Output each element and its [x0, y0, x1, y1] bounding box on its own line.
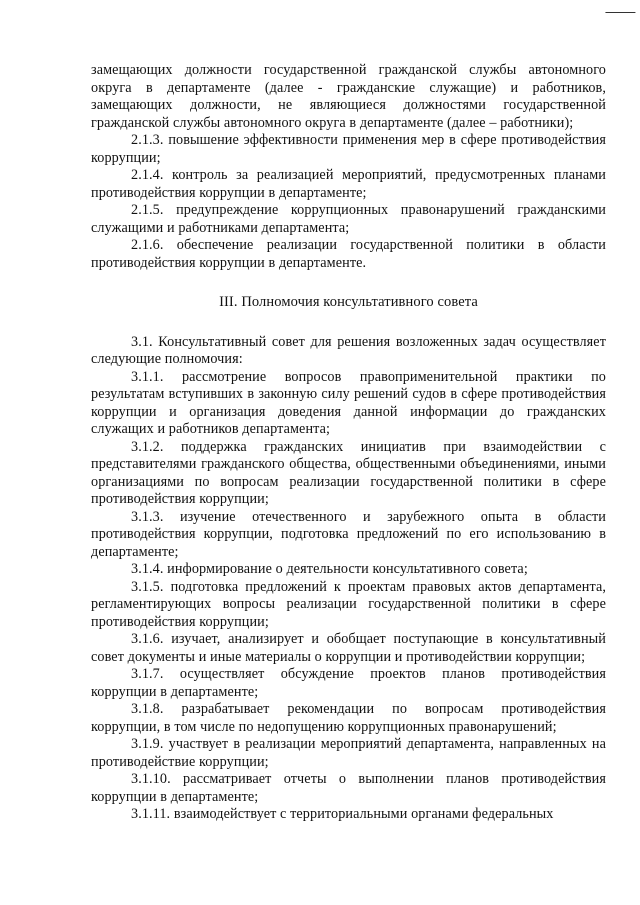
paragraph-3-1-1: 3.1.1. рассмотрение вопросов правоприменительной практики по результатам вступивших в законную силу решений судов в сфере противодействия коррупции и организация доведения данной информации до гражданских служащих и работников департамента; [91, 368, 606, 437]
paragraph-3-1-6: 3.1.6. изучает, анализирует и обобщает поступающие в консультативный совет документы и иные материалы о коррупции и противодействии коррупции; [91, 631, 606, 665]
paragraph-3-1-3: 3.1.3. изучение отечественного и зарубежного опыта в области противодействия коррупции, подготовка предложений по его использованию в департаменте; [91, 508, 606, 560]
document-body [91, 62, 606, 824]
paragraph-3-1-2: 3.1.2. поддержка гражданских инициатив при взаимодействии с представителями гражданского общества, общественными объединениями, иными организациями по вопросам реализации государственной политики в сфере противодействия коррупции; [91, 438, 606, 507]
paragraph-3-1-5: 3.1.5. подготовка предложений к проектам правовых актов департамента, регламентирующих вопросы реализации государственной политики в сфере противодействия коррупции; [91, 578, 606, 630]
paragraph-3-1-10: 3.1.10. рассматривает отчеты о выполнении планов противодействия коррупции в департаменте; [91, 771, 606, 805]
paragraph-3-1-8: 3.1.8. разрабатывает рекомендации по вопросам противодействия коррупции, в том числе по недопущению коррупционных правонарушений; [91, 701, 606, 735]
paragraph-2-1-3: 2.1.3. повышение эффективности применения мер в сфере противодействия коррупции; [91, 132, 606, 166]
paragraph-3-1-4: 3.1.4. информирование о деятельности консультативного совета; [131, 561, 528, 577]
paragraph-2-1-5: 2.1.5. предупреждение коррупционных правонарушений гражданскими служащими и работниками департамента; [91, 202, 606, 236]
paragraph-continuation: замещающих должности государственной гражданской службы автономного округа в департаменте (далее - гражданские служащие) и работников, замещающих должности, не являющиеся должностями государственной гражданской службы автономного округа в департаменте (далее – работники); [91, 62, 606, 131]
paragraph-2-1-4: 2.1.4. контроль за реализацией мероприятий, предусмотренных планами противодействия коррупции в департаменте; [91, 167, 606, 201]
paragraph-3-1: 3.1. Консультативный совет для решения возложенных задач осуществляет следующие полномочия: [91, 333, 606, 367]
paragraph-3-1-11: 3.1.11. взаимодействует с территориальными органами федеральных [131, 806, 554, 822]
paragraph-2-1-6: 2.1.6. обеспечение реализации государственной политики в области противодействия коррупции в департаменте. [91, 237, 606, 271]
paragraph-3-1-7: 3.1.7. осуществляет обсуждение проектов планов противодействия коррупции в департаменте; [91, 666, 606, 700]
section-heading: III. Полномочия консультативного совета [219, 294, 478, 310]
paragraph-3-1-9: 3.1.9. участвует в реализации мероприятий департамента, направленных на противодействие коррупции; [91, 736, 606, 770]
scan-corner-mark [605, 0, 640, 13]
